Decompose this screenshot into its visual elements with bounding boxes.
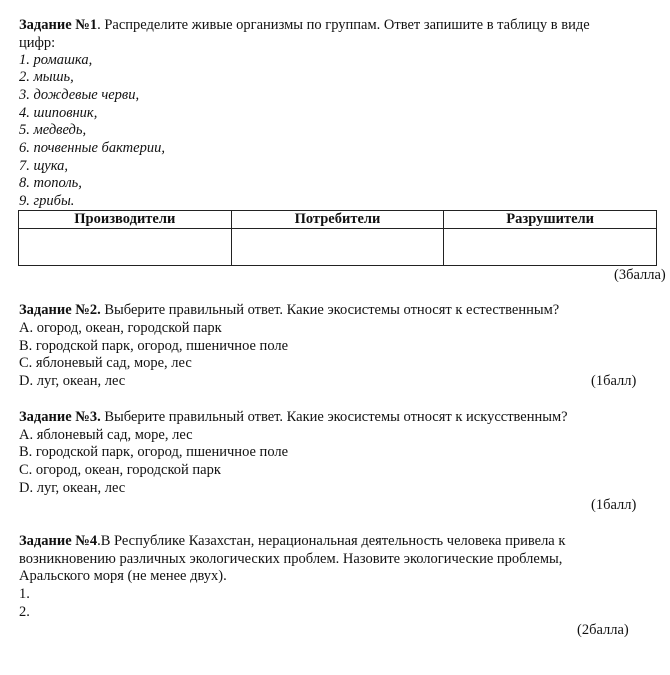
task3-option: B. городской парк, огород, пшеничное поле bbox=[19, 444, 289, 460]
header-producers: Производители bbox=[19, 211, 232, 229]
task3-score: (1балл) bbox=[591, 497, 637, 513]
task3-option: D. луг, океан, лес bbox=[19, 480, 126, 496]
task2-option: А. огород, океан, городской парк bbox=[19, 320, 222, 336]
task1-score: (3балла) bbox=[614, 267, 666, 283]
task1-item: 8. тополь, bbox=[19, 175, 82, 191]
task1-label: Задание №1 bbox=[19, 17, 98, 33]
task4-label: Задание №4 bbox=[19, 533, 98, 549]
task2-option: B. городской парк, огород, пшеничное поле bbox=[19, 338, 289, 354]
task4-text-line2: возникновению различных экологических проблем. Назовите экологические проблемы, bbox=[19, 551, 563, 567]
task4-answer-line: 2. bbox=[19, 604, 30, 620]
task3-heading bbox=[19, 409, 568, 426]
task1-heading bbox=[19, 17, 590, 34]
task1-item: 2. мышь, bbox=[19, 69, 74, 85]
task2-score: (1балл) bbox=[591, 373, 637, 389]
task4-score: (2балла) bbox=[577, 622, 629, 638]
task2-option: D. луг, океан, лес bbox=[19, 373, 126, 389]
task2-question: Выберите правильный ответ. Какие экосистемы относят к естественным? bbox=[100, 302, 560, 318]
task2-option: C. яблоневый сад, море, лес bbox=[19, 355, 192, 371]
answer-cell-producers[interactable] bbox=[19, 229, 232, 266]
task2-heading bbox=[19, 302, 559, 319]
organisms-table bbox=[18, 210, 657, 266]
table-answer-row bbox=[19, 229, 657, 266]
task1-item: 9. грибы. bbox=[19, 193, 75, 209]
table-header-row bbox=[19, 211, 657, 229]
header-consumers: Потребители bbox=[231, 211, 444, 229]
task4-text: .В Республике Казахстан, нерациональная деятельность человека привела к bbox=[97, 533, 566, 549]
task1-item: 1. ромашка, bbox=[19, 52, 93, 68]
task3-option: А. яблоневый сад, море, лес bbox=[19, 427, 193, 443]
task2-label: Задание №2. bbox=[19, 302, 101, 318]
task1-item: 5. медведь, bbox=[19, 122, 87, 138]
task1-item: 4. шиповник, bbox=[19, 105, 98, 121]
task1-item: 6. почвенные бактерии, bbox=[19, 140, 165, 156]
task1-text-cont: цифр: bbox=[19, 35, 56, 51]
answer-cell-consumers[interactable] bbox=[231, 229, 444, 266]
task1-text: . Распределите живые организмы по группам. Ответ запишите в таблицу в виде bbox=[97, 17, 590, 33]
task4-text-line3: Аральского моря (не менее двух). bbox=[19, 568, 227, 584]
task1-item: 7. щука, bbox=[19, 158, 68, 174]
task3-question: Выберите правильный ответ. Какие экосистемы относят к искусственным? bbox=[100, 409, 568, 425]
task4-answer-line: 1. bbox=[19, 586, 30, 602]
task3-option: C. огород, океан, городской парк bbox=[19, 462, 221, 478]
task4-heading bbox=[19, 533, 565, 550]
answer-cell-decomposers[interactable] bbox=[444, 229, 657, 266]
task3-label: Задание №3. bbox=[19, 409, 101, 425]
task1-item: 3. дождевые черви, bbox=[19, 87, 140, 103]
header-decomposers: Разрушители bbox=[444, 211, 657, 229]
